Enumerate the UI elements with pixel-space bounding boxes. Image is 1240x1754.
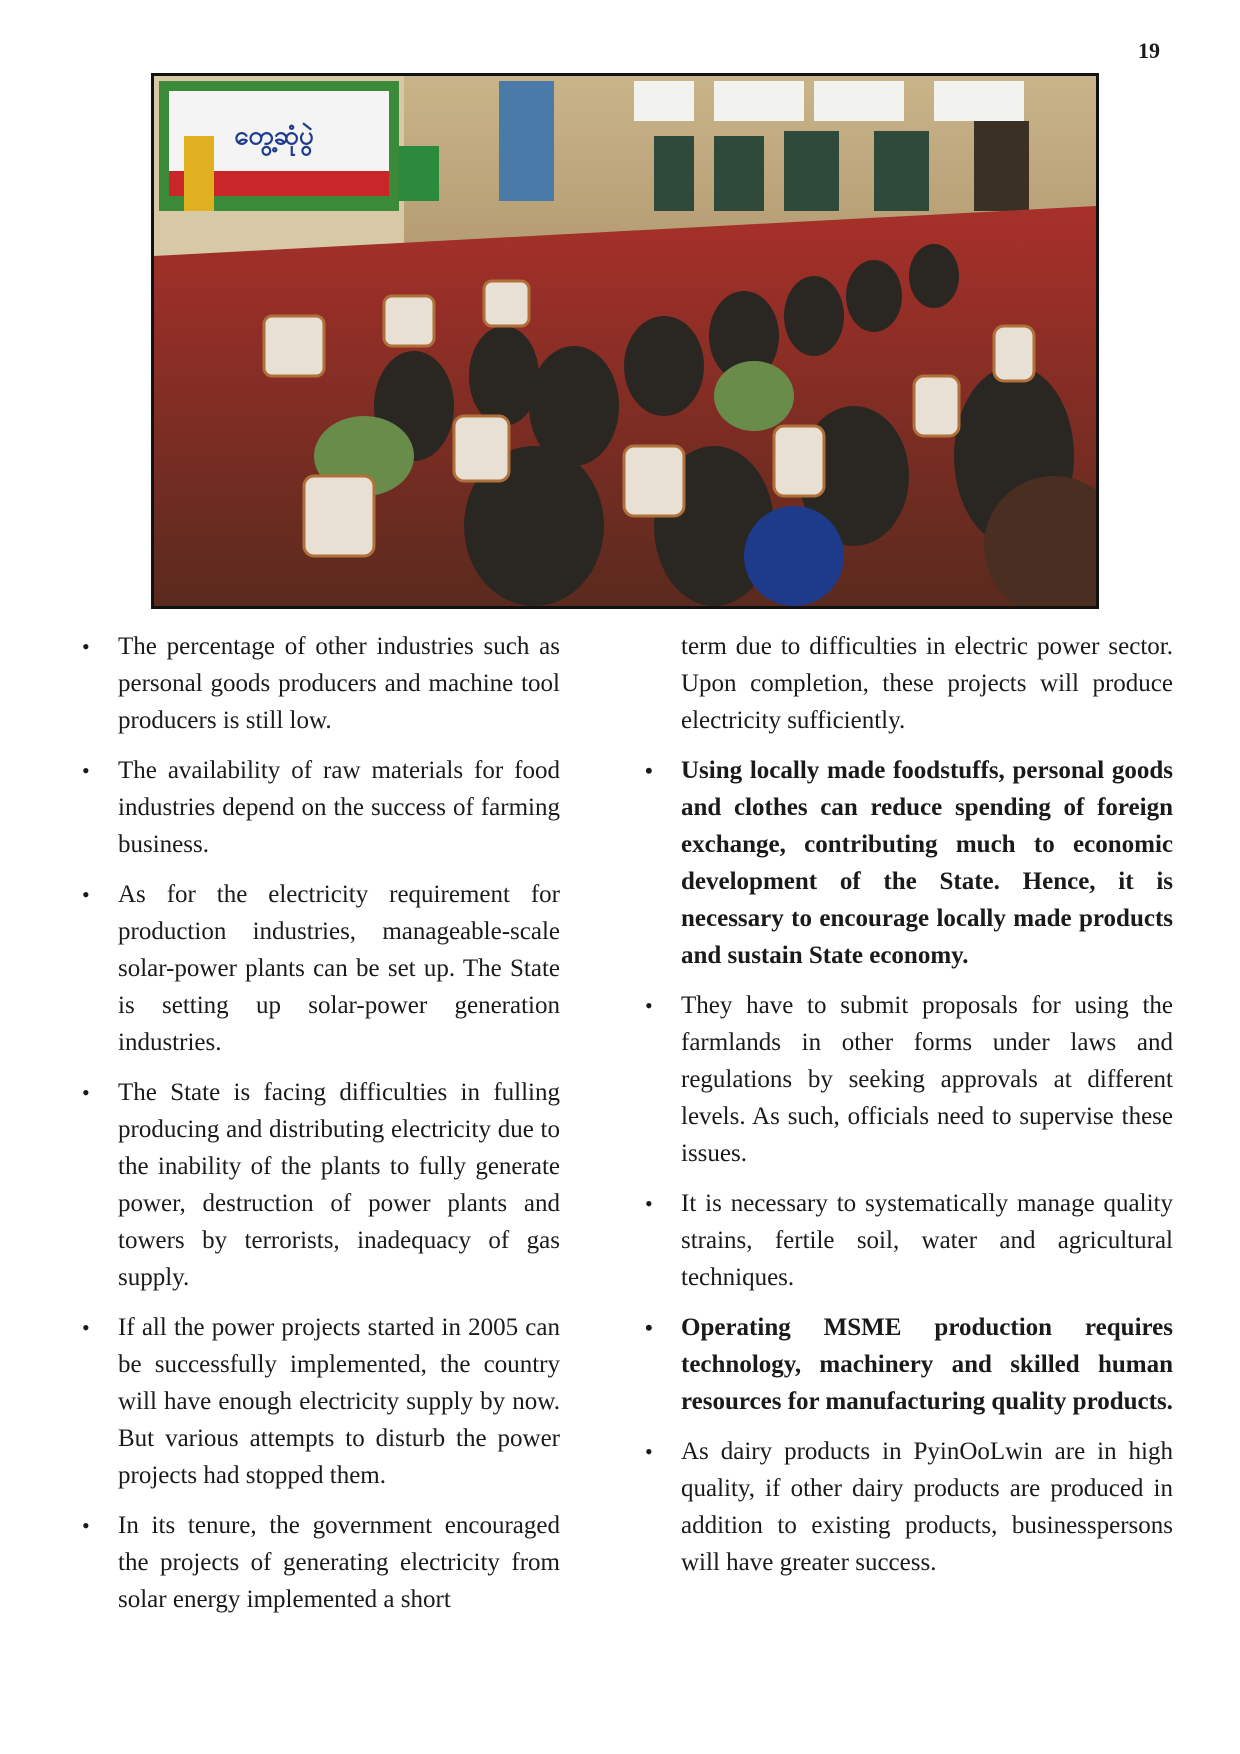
list-item-text: Using locally made foodstuffs, personal goods and clothes can reduce spending of foreign exchange, contributing much to economic development of the State. Hence, it is necessary to encourage locally made products and sustain State economy. bbox=[681, 757, 1173, 969]
list-item-text: In its tenure, the government encouraged the projects of generating electricity from solar energy implemented a short bbox=[118, 1512, 560, 1613]
bullet-icon: • bbox=[645, 1191, 653, 1216]
list-item-continuation bbox=[633, 628, 1173, 739]
list-item bbox=[70, 876, 560, 1061]
list-item-text: They have to submit proposals for using the farmlands in other forms under laws and regulations by seeking approvals at different levels. As such, officials need to supervise these issues. bbox=[681, 992, 1173, 1167]
list-item-text: As for the electricity requirement for production industries, manageable-scale solar-power plants can be set up. The State is setting up solar-power generation industries. bbox=[118, 881, 560, 1056]
list-item-text: As dairy products in PyinOoLwin are in high quality, if other dairy products are produced in addition to existing products, businesspersons will have greater success. bbox=[681, 1438, 1173, 1576]
meeting-hall-illustration bbox=[154, 76, 1096, 606]
list-item-text: The percentage of other industries such as personal goods producers and machine tool producers is still low. bbox=[118, 633, 560, 734]
list-item bbox=[70, 752, 560, 863]
bullet-icon: • bbox=[82, 1513, 90, 1538]
list-item-text: It is necessary to systematically manage quality strains, fertile soil, water and agricultural techniques. bbox=[681, 1190, 1173, 1291]
list-item-text: term due to difficulties in electric power sector. Upon completion, these projects will produce electricity sufficiently. bbox=[681, 633, 1173, 734]
list-item bbox=[633, 752, 1173, 974]
list-item bbox=[70, 1309, 560, 1494]
list-item bbox=[633, 1185, 1173, 1296]
meeting-photo bbox=[151, 73, 1099, 609]
list-item bbox=[70, 628, 560, 739]
list-item bbox=[70, 1074, 560, 1296]
bullet-icon: • bbox=[82, 1080, 90, 1105]
left-bullet-list bbox=[70, 628, 560, 1618]
list-item-text: If all the power projects started in 2005 can be successfully implemented, the country will have enough electricity supply by now. But various attempts to disturb the power projects had stopped them. bbox=[118, 1314, 560, 1489]
list-item bbox=[633, 987, 1173, 1172]
bullet-icon: • bbox=[82, 758, 90, 783]
bullet-icon: • bbox=[645, 1439, 653, 1464]
list-item-text: Operating MSME production requires technology, machinery and skilled human resources for manufacturing quality products. bbox=[681, 1314, 1173, 1415]
page-number: 19 bbox=[1138, 38, 1160, 63]
bullet-icon: • bbox=[645, 758, 653, 783]
bullet-icon: • bbox=[82, 1315, 90, 1340]
list-item-text: The availability of raw materials for food industries depend on the success of farming business. bbox=[118, 757, 560, 858]
list-item-text: The State is facing difficulties in fulling producing and distributing electricity due to the inability of the plants to fully generate power, destruction of power plants and towers by terrorists, inadequacy of gas supply. bbox=[118, 1079, 560, 1291]
list-item bbox=[633, 1309, 1173, 1420]
bullet-icon: • bbox=[82, 882, 90, 907]
list-item bbox=[70, 1507, 560, 1618]
banner-text: တွေ့ဆုံပွဲ bbox=[234, 121, 314, 151]
right-bullet-list bbox=[633, 628, 1173, 1581]
right-column bbox=[633, 628, 1173, 1594]
bullet-icon: • bbox=[82, 634, 90, 659]
bullet-icon: • bbox=[645, 1315, 653, 1340]
list-item bbox=[633, 1433, 1173, 1581]
bullet-icon: • bbox=[645, 993, 653, 1018]
left-column bbox=[70, 628, 560, 1631]
